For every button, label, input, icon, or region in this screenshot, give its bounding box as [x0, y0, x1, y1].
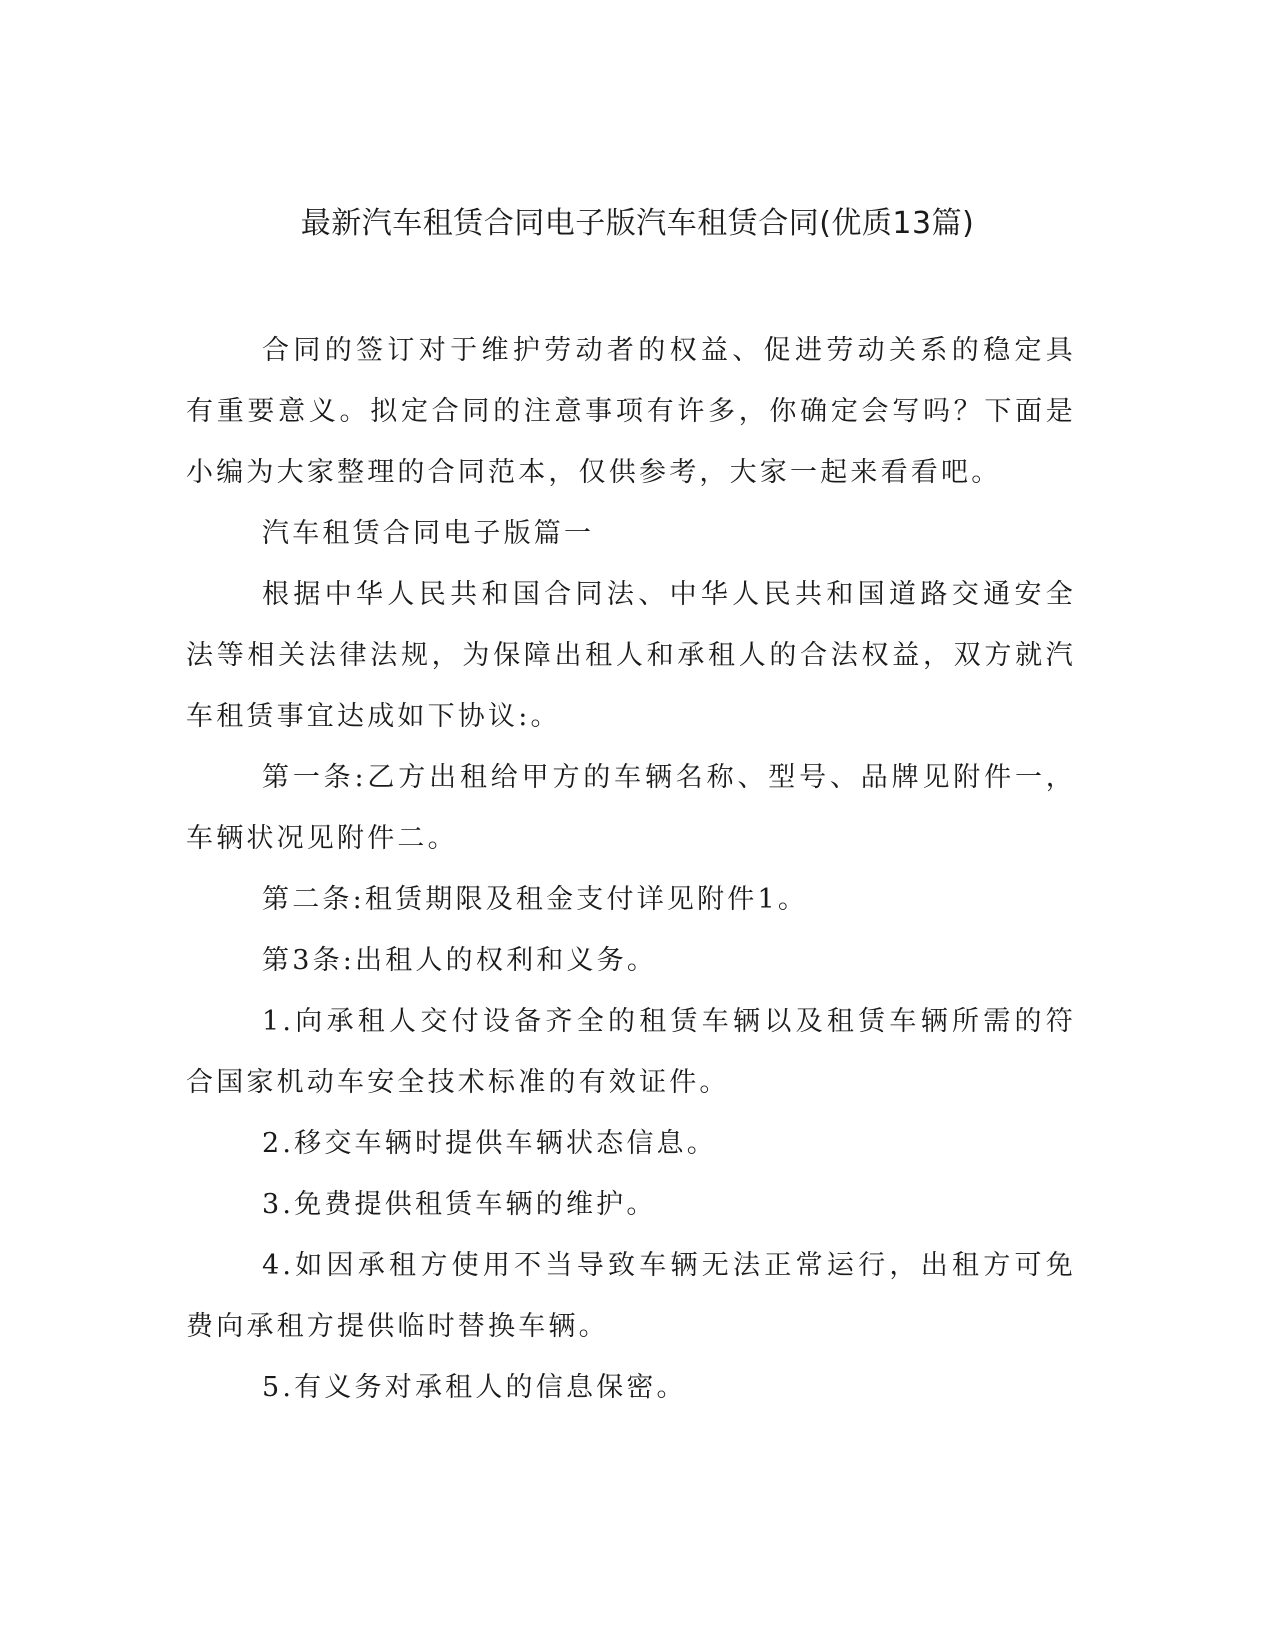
- article-1: 第一条:乙方出租给甲方的车辆名称、型号、品牌见附件一，车辆状况见附件二。: [186, 762, 1076, 854]
- clause-item-5: 5.有义务对承租人的信息保密。: [262, 1372, 687, 1403]
- document-title: 最新汽车租赁合同电子版汽车租赁合同(优质13篇): [300, 206, 975, 241]
- clause-item-3: 3.免费提供租赁车辆的维护。: [262, 1189, 657, 1220]
- article-3: 第3条:出租人的权利和义务。: [262, 945, 658, 976]
- intro-paragraph: 合同的签订对于维护劳动者的权益、促进劳动关系的稳定具有重要意义。拟定合同的注意事项有许多，你确定会写吗？下面是小编为大家整理的合同范本，仅供参考，大家一起来看看吧。: [186, 335, 1076, 488]
- section-heading: 汽车租赁合同电子版篇一: [262, 518, 595, 549]
- document-body: [186, 320, 1076, 1418]
- clause-item-1: 1.向承租人交付设备齐全的租赁车辆以及租赁车辆所需的符合国家机动车安全技术标准的有效证件。: [186, 1006, 1076, 1098]
- preamble-paragraph: 根据中华人民共和国合同法、中华人民共和国道路交通安全法等相关法律法规，为保障出租人和承租人的合法权益，双方就汽车租赁事宜达成如下协议:。: [186, 579, 1076, 732]
- clause-item-4: 4.如因承租方使用不当导致车辆无法正常运行，出租方可免费向承租方提供临时替换车辆。: [186, 1250, 1076, 1342]
- article-2: 第二条:租赁期限及租金支付详见附件1。: [262, 884, 809, 915]
- clause-item-2: 2.移交车辆时提供车辆状态信息。: [262, 1128, 717, 1159]
